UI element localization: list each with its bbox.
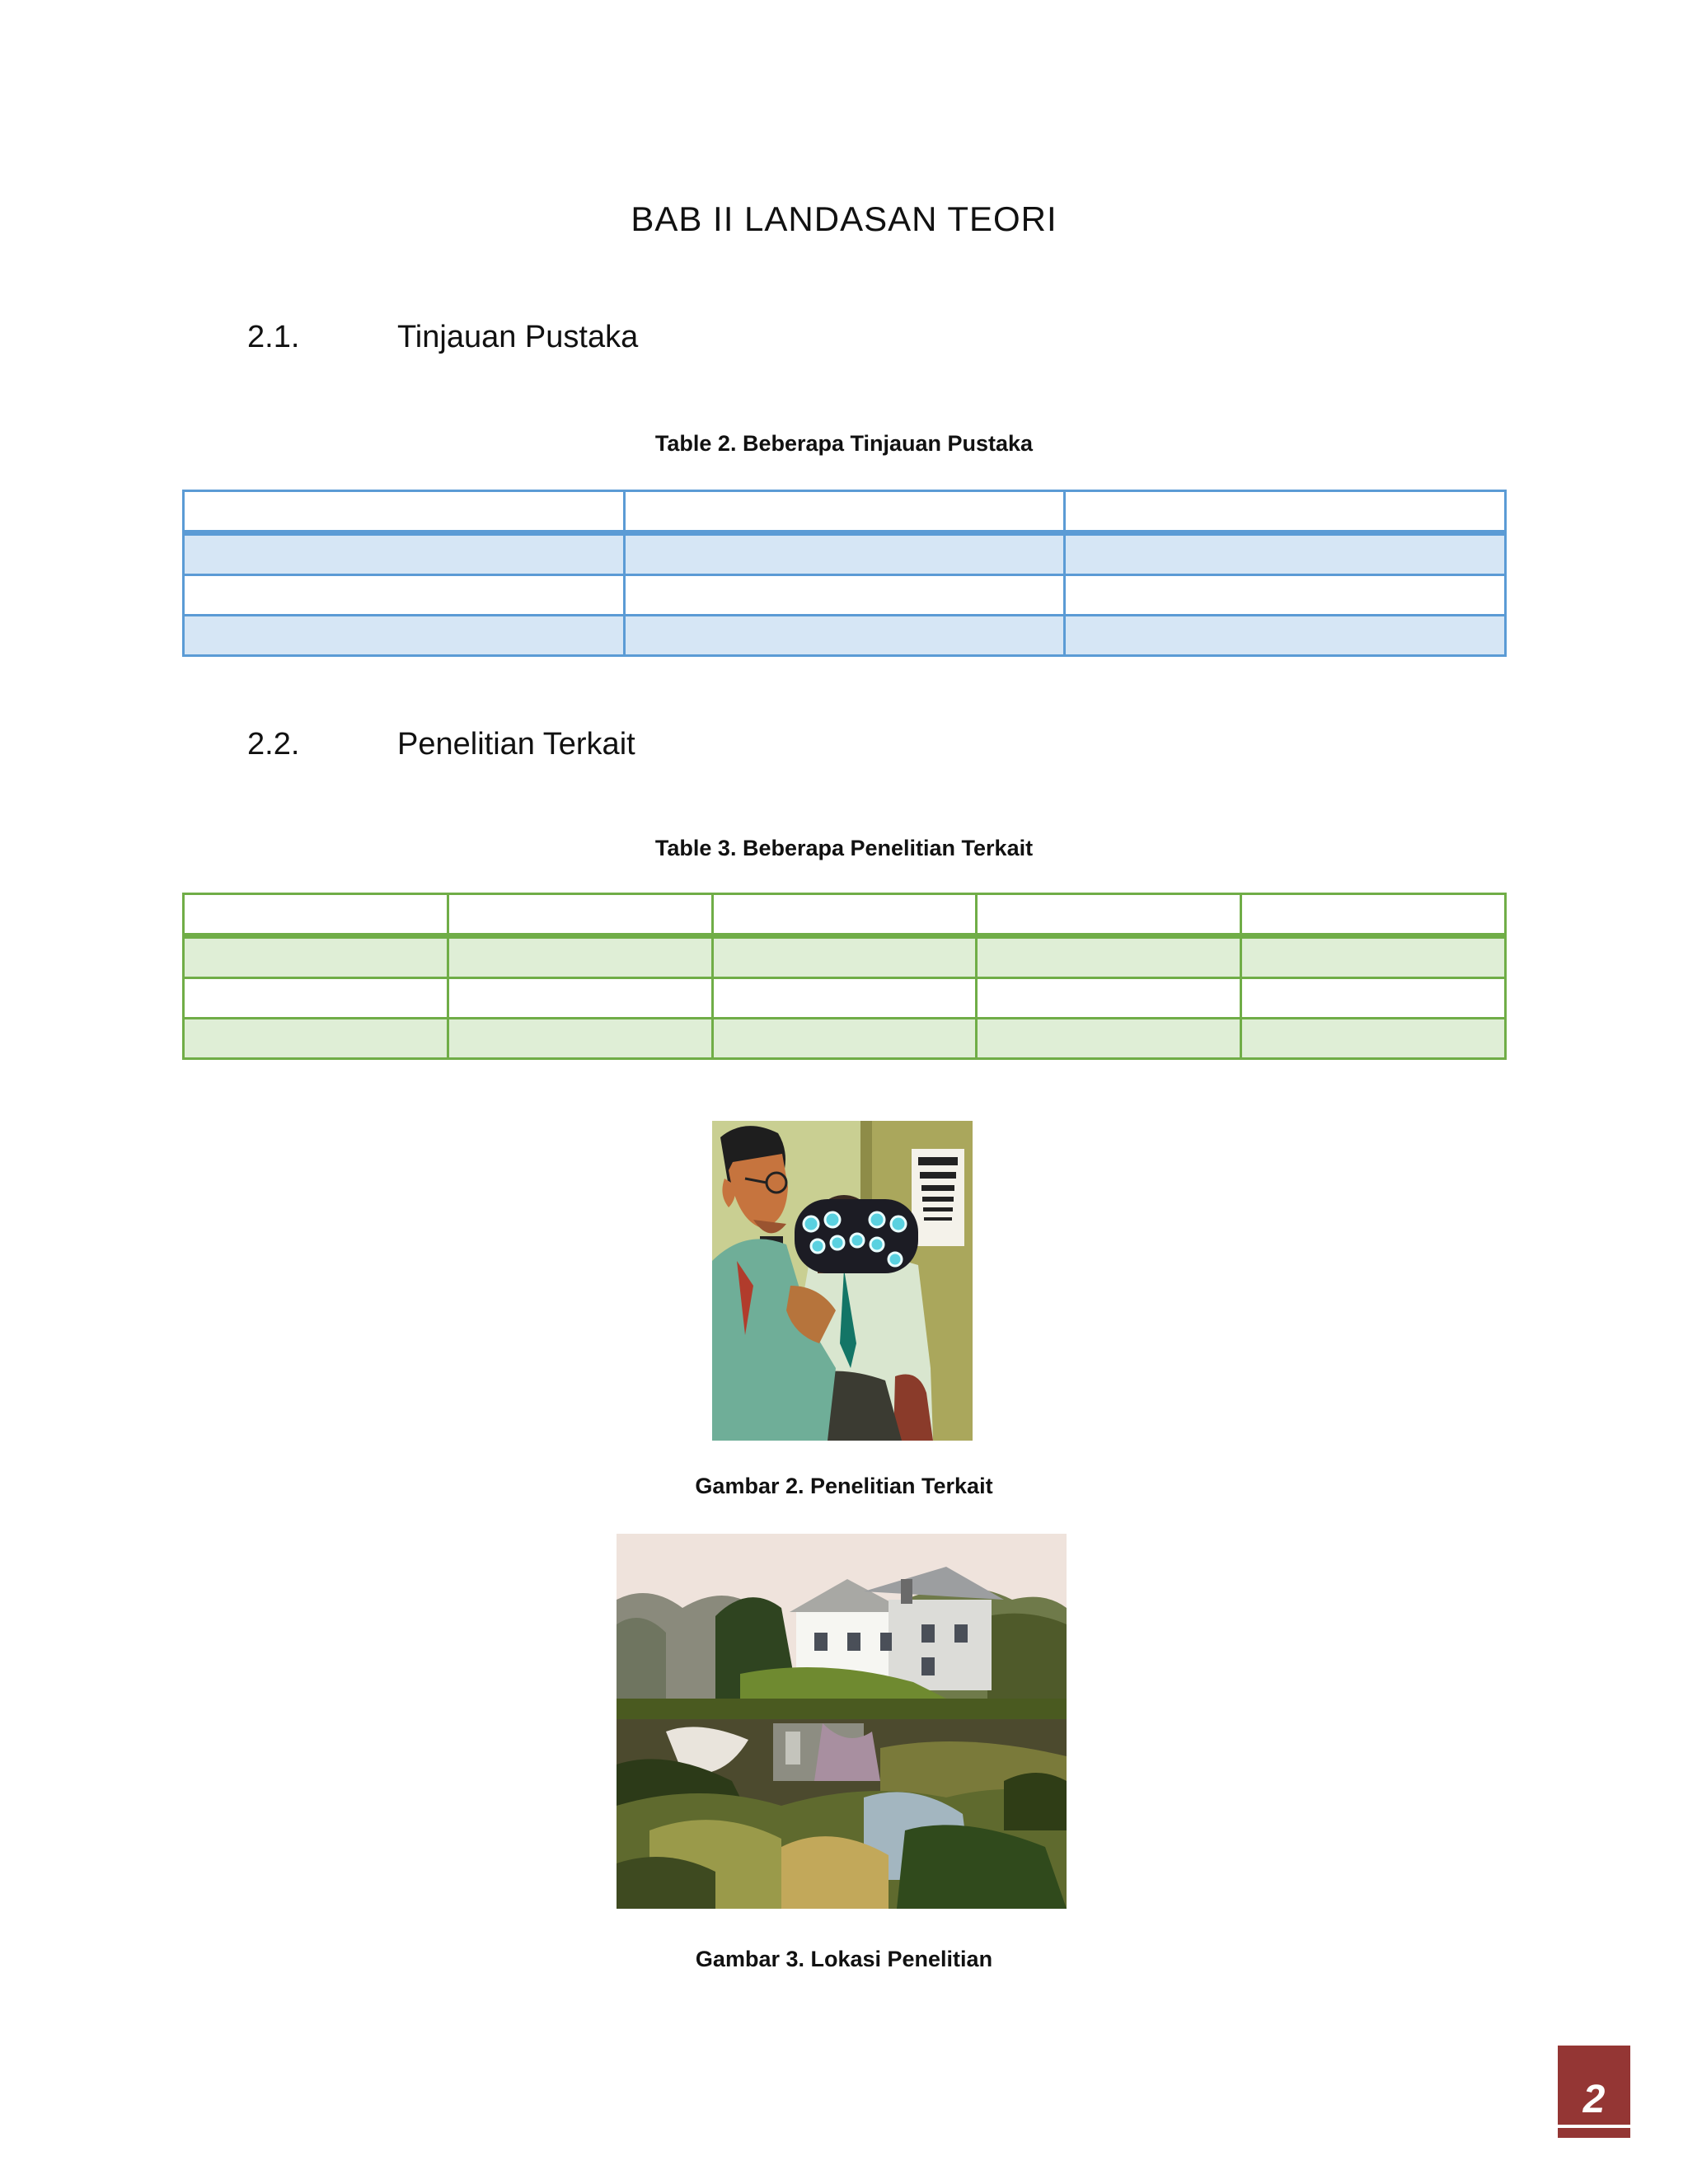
table-row [184,1019,1506,1059]
table-cell [624,616,1065,656]
table-header-row [184,894,1506,936]
table-row [184,978,1506,1019]
table-cell [624,491,1065,533]
table-cell [184,533,625,575]
table-cell [1065,533,1506,575]
table-cell [1241,978,1506,1019]
section-title-tinjauan-pustaka: Tinjauan Pustaka [397,320,639,354]
table-row [184,616,1506,656]
table-cell [184,491,625,533]
table-cell [1065,491,1506,533]
section-number-2-1: 2.1. [247,320,300,354]
table-header-row [184,491,1506,533]
table-cell [184,894,448,936]
table-tinjauan-pustaka [182,490,1507,657]
table-penelitian-terkait [182,893,1507,1060]
table-row [184,575,1506,616]
page-number: 2 [1582,2078,1606,2121]
table-cell [184,575,625,616]
figure-3-location-image [617,1534,1067,1909]
table-cell [184,978,448,1019]
figure-2-eye-exam-image [712,1121,973,1441]
table-cell [448,894,712,936]
table-cell [184,936,448,978]
table-cell [712,936,977,978]
table-cell [184,616,625,656]
table-cell [1241,1019,1506,1059]
table-cell [977,1019,1241,1059]
table-cell [1065,575,1506,616]
table-cell [977,894,1241,936]
table-cell [624,533,1065,575]
table-cell [1241,936,1506,978]
table-cell [1241,894,1506,936]
table-cell [448,936,712,978]
table-cell [712,978,977,1019]
figure-3-caption: Gambar 3. Lokasi Penelitian [695,1947,993,1971]
table-cell [448,1019,712,1059]
table-row [184,533,1506,575]
table-3-caption: Table 3. Beberapa Penelitian Terkait [654,836,1034,860]
section-number-2-2: 2.2. [247,727,300,762]
table-2-caption: Table 2. Beberapa Tinjauan Pustaka [654,431,1034,456]
section-title-penelitian-terkait: Penelitian Terkait [397,727,635,762]
table-cell [712,1019,977,1059]
chapter-title: BAB II LANDASAN TEORI [631,199,1057,238]
table-cell [1065,616,1506,656]
table-cell [712,894,977,936]
table-row [184,936,1506,978]
table-cell [977,936,1241,978]
page-number-underline [1558,2125,1630,2128]
table-cell [448,978,712,1019]
table-cell [184,1019,448,1059]
table-cell [977,978,1241,1019]
figure-2-caption: Gambar 2. Penelitian Terkait [695,1474,993,1498]
table-cell [624,575,1065,616]
